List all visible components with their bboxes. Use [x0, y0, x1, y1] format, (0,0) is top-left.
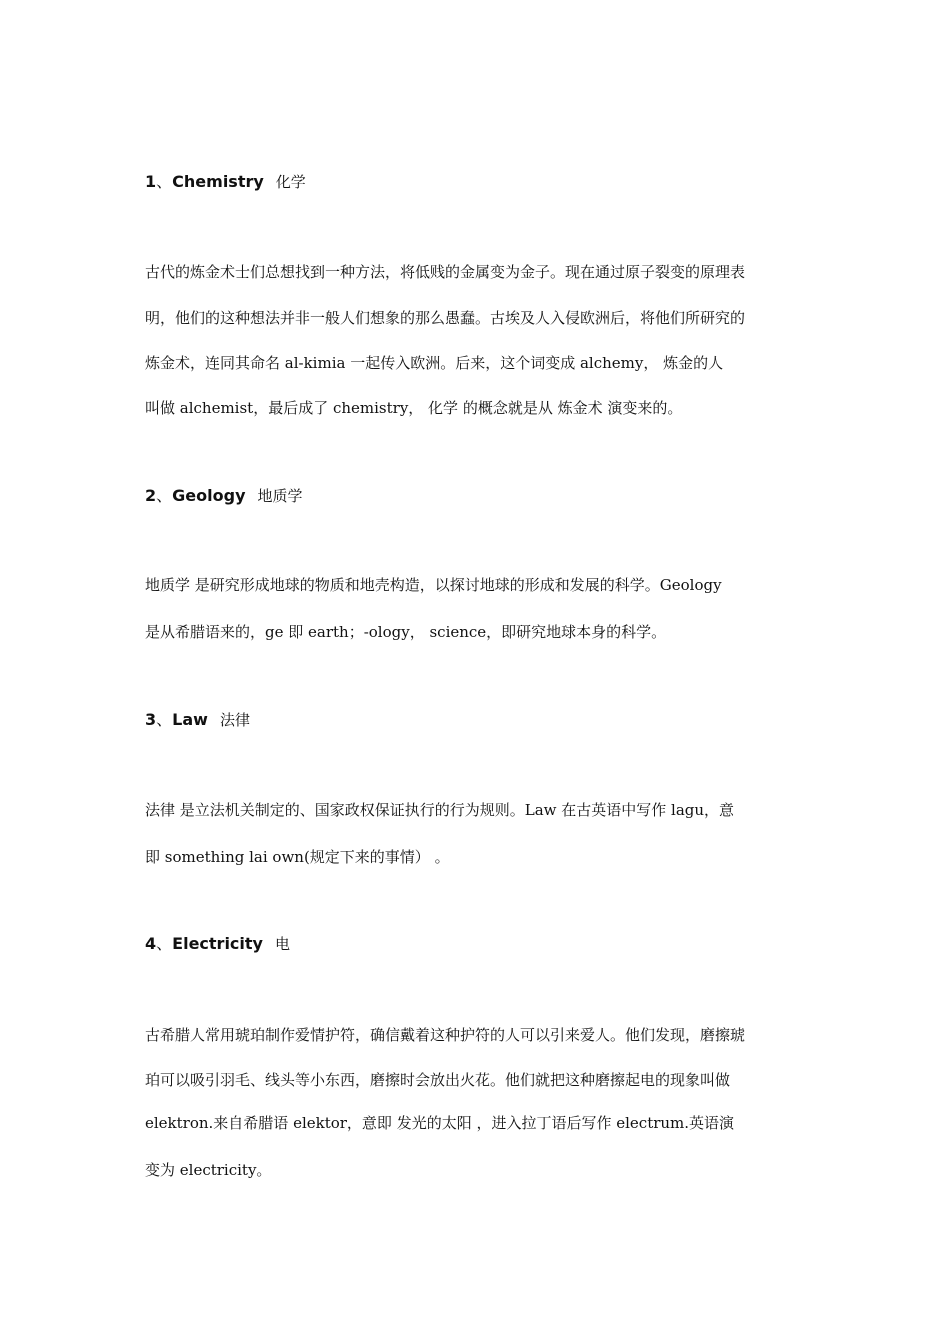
section-heading-geology [145, 485, 303, 507]
paragraph-line: 叫做 alchemist，最后成了 chemistry， 化学 的概念就是从 炼金术 演变来的。 [145, 399, 683, 417]
paragraph-line: 即 something lai own(规定下来的事情） 。 [145, 848, 450, 866]
section-heading-chemistry [145, 171, 306, 193]
paragraph-line: 古代的炼金术士们总想找到一种方法，将低贱的金属变为金子。现在通过原子裂变的原理表 [145, 263, 746, 281]
section-number: 2 [145, 486, 157, 505]
section-separator: 、 [156, 486, 173, 505]
section-separator: 、 [156, 172, 173, 191]
paragraph-line: 变为 electricity。 [145, 1161, 272, 1179]
section-chinese-term: 化学 [275, 173, 306, 191]
section-separator: 、 [156, 934, 173, 953]
paragraph-line: 炼金术，连同其命名 al-kimia 一起传入欧洲。后来，这个词变成 alchemy， 炼金的人 [145, 354, 724, 372]
section-chinese-term: 电 [274, 935, 290, 953]
section-chinese-term: 地质学 [257, 487, 303, 505]
section-number: 1 [145, 172, 157, 191]
section-number: 3 [145, 710, 157, 729]
paragraph-line: 是从希腊语来的，ge 即 earth；-ology， science，即研究地球本身的科学。 [145, 623, 667, 641]
paragraph-line: 法律 是立法机关制定的、国家政权保证执行的行为规则。Law 在古英语中写作 lagu，意 [145, 801, 735, 819]
paragraph-line: 地质学 是研究形成地球的物质和地壳构造，以探讨地球的形成和发展的科学。Geology [145, 576, 722, 594]
section-number: 4 [145, 934, 157, 953]
section-term: Chemistry [172, 172, 264, 191]
section-chinese-term: 法律 [219, 711, 250, 729]
paragraph-line: elektron.来自希腊语 elektor，意即 发光的太阳 ，进入拉丁语后写作 electrum.英语演 [145, 1114, 735, 1132]
section-heading-electricity [145, 933, 290, 955]
section-term: Geology [172, 486, 246, 505]
section-separator: 、 [156, 710, 173, 729]
paragraph-line: 珀可以吸引羽毛、线头等小东西，磨擦时会放出火花。他们就把这种磨擦起电的现象叫做 [145, 1071, 731, 1089]
paragraph-line: 古希腊人常用琥珀制作爱情护符，确信戴着这种护符的人可以引来爱人。他们发现，磨擦琥 [145, 1026, 746, 1044]
paragraph-line: 明，他们的这种想法并非一般人们想象的那么愚蠢。古埃及人入侵欧洲后，将他们所研究的 [145, 309, 746, 327]
section-heading-law [145, 709, 250, 731]
section-term: Electricity [172, 934, 263, 953]
section-term: Law [172, 710, 208, 729]
